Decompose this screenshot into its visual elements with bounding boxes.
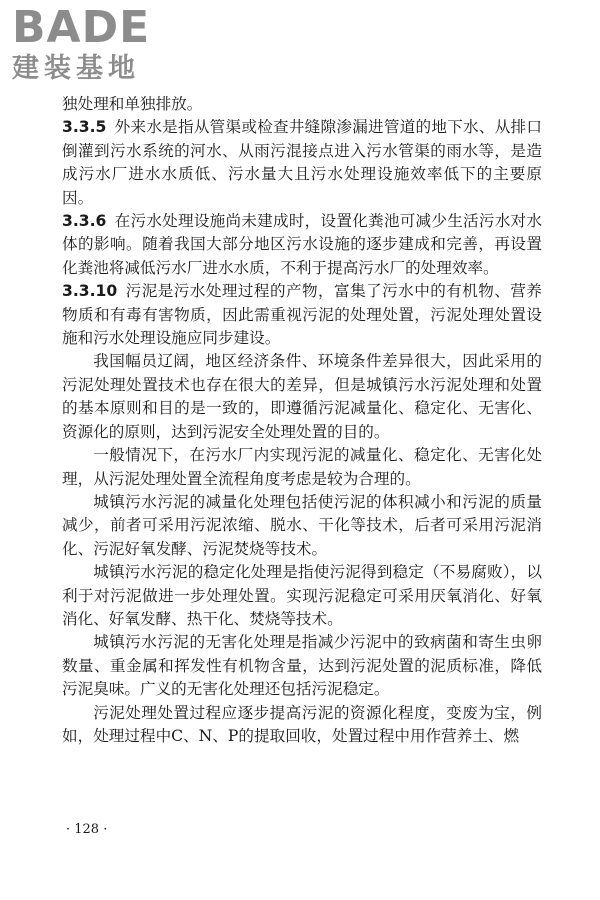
page-number: · 128 · — [66, 822, 108, 837]
paragraph-1: 独处理和单独排放。 — [62, 95, 203, 113]
section-number: 3.3.5 — [62, 118, 107, 137]
bade-logo — [12, 4, 182, 88]
logo-subtitle: 建装基地 — [12, 53, 140, 84]
paragraph-harmless: 城镇污水污泥的无害化处理是指减少污泥中的致病菌和寄生虫卵数量、重金属和挥发性有机物含量，达到污泥处置的泥质标准，降低污泥臭味。广义的无害化处理还包括污泥稳定。 — [62, 633, 542, 699]
section-number: 3.3.6 — [62, 212, 107, 231]
section-number: 3.3.10 — [62, 282, 118, 301]
page-body — [62, 93, 542, 748]
paragraph-section-3-3-5: 3.3.5 外来水是指从管渠或检查井缝隙渗漏进管道的地下水、从排口倒灌到污水系统的河水、从雨污混接点进入污水管渠的雨水等，是造成污水厂进水水质低、污水量大且污水处理设施效率低下的主要原因。 — [62, 118, 542, 207]
paragraph-resource: 污泥处理处置过程应逐步提高污泥的资源化程度，变废为宝，例如，处理过程中C、N、P的提取回收，处置过程中用作营养土、燃 — [62, 703, 542, 745]
paragraph-general: 一般情况下，在污水厂内实现污泥的减量化、稳定化、无害化处理，从污泥处理处置全流程角度考虑是较为合理的。 — [62, 446, 542, 488]
paragraph-reduction: 城镇污水污泥的减量化处理包括使污泥的体积减小和污泥的质量减少，前者可采用污泥浓缩、脱水、干化等技术，后者可采用污泥消化、污泥好氧发酵、污泥焚烧等技术。 — [62, 492, 542, 558]
paragraph-principles: 我国幅员辽阔，地区经济条件、环境条件差异很大，因此采用的污泥处理处置技术也存在很大的差异，但是城镇污水污泥处理和处置的基本原则和目的是一致的，即遵循污泥减量化、稳定化、无害化、资源化的原则，达到污泥安全处理处置的目的。 — [62, 352, 542, 441]
paragraph-section-3-3-10: 3.3.10 污泥是污水处理过程的产物，富集了污水中的有机物、营养物质和有毒有害物质，因此需重视污泥的处理处置，污泥处理处置设施和污水处理设施应同步建设。 — [62, 282, 542, 348]
paragraph-section-3-3-6: 3.3.6 在污水处理设施尚未建成时，设置化粪池可减少生活污水对水体的影响。随着我国大部分地区污水设施的逐步建成和完善，再设置化粪池将减低污水厂进水水质，不利于提高污水厂的处理效率。 — [62, 212, 542, 277]
paragraph-stabilization: 城镇污水污泥的稳定化处理是指使污泥得到稳定（不易腐败），以利于对污泥做进一步处理处置。实现污泥稳定可采用厌氧消化、好氧消化、好氧发酵、热干化、焚烧等技术。 — [62, 563, 542, 628]
logo-wordmark: BADE — [12, 2, 151, 53]
